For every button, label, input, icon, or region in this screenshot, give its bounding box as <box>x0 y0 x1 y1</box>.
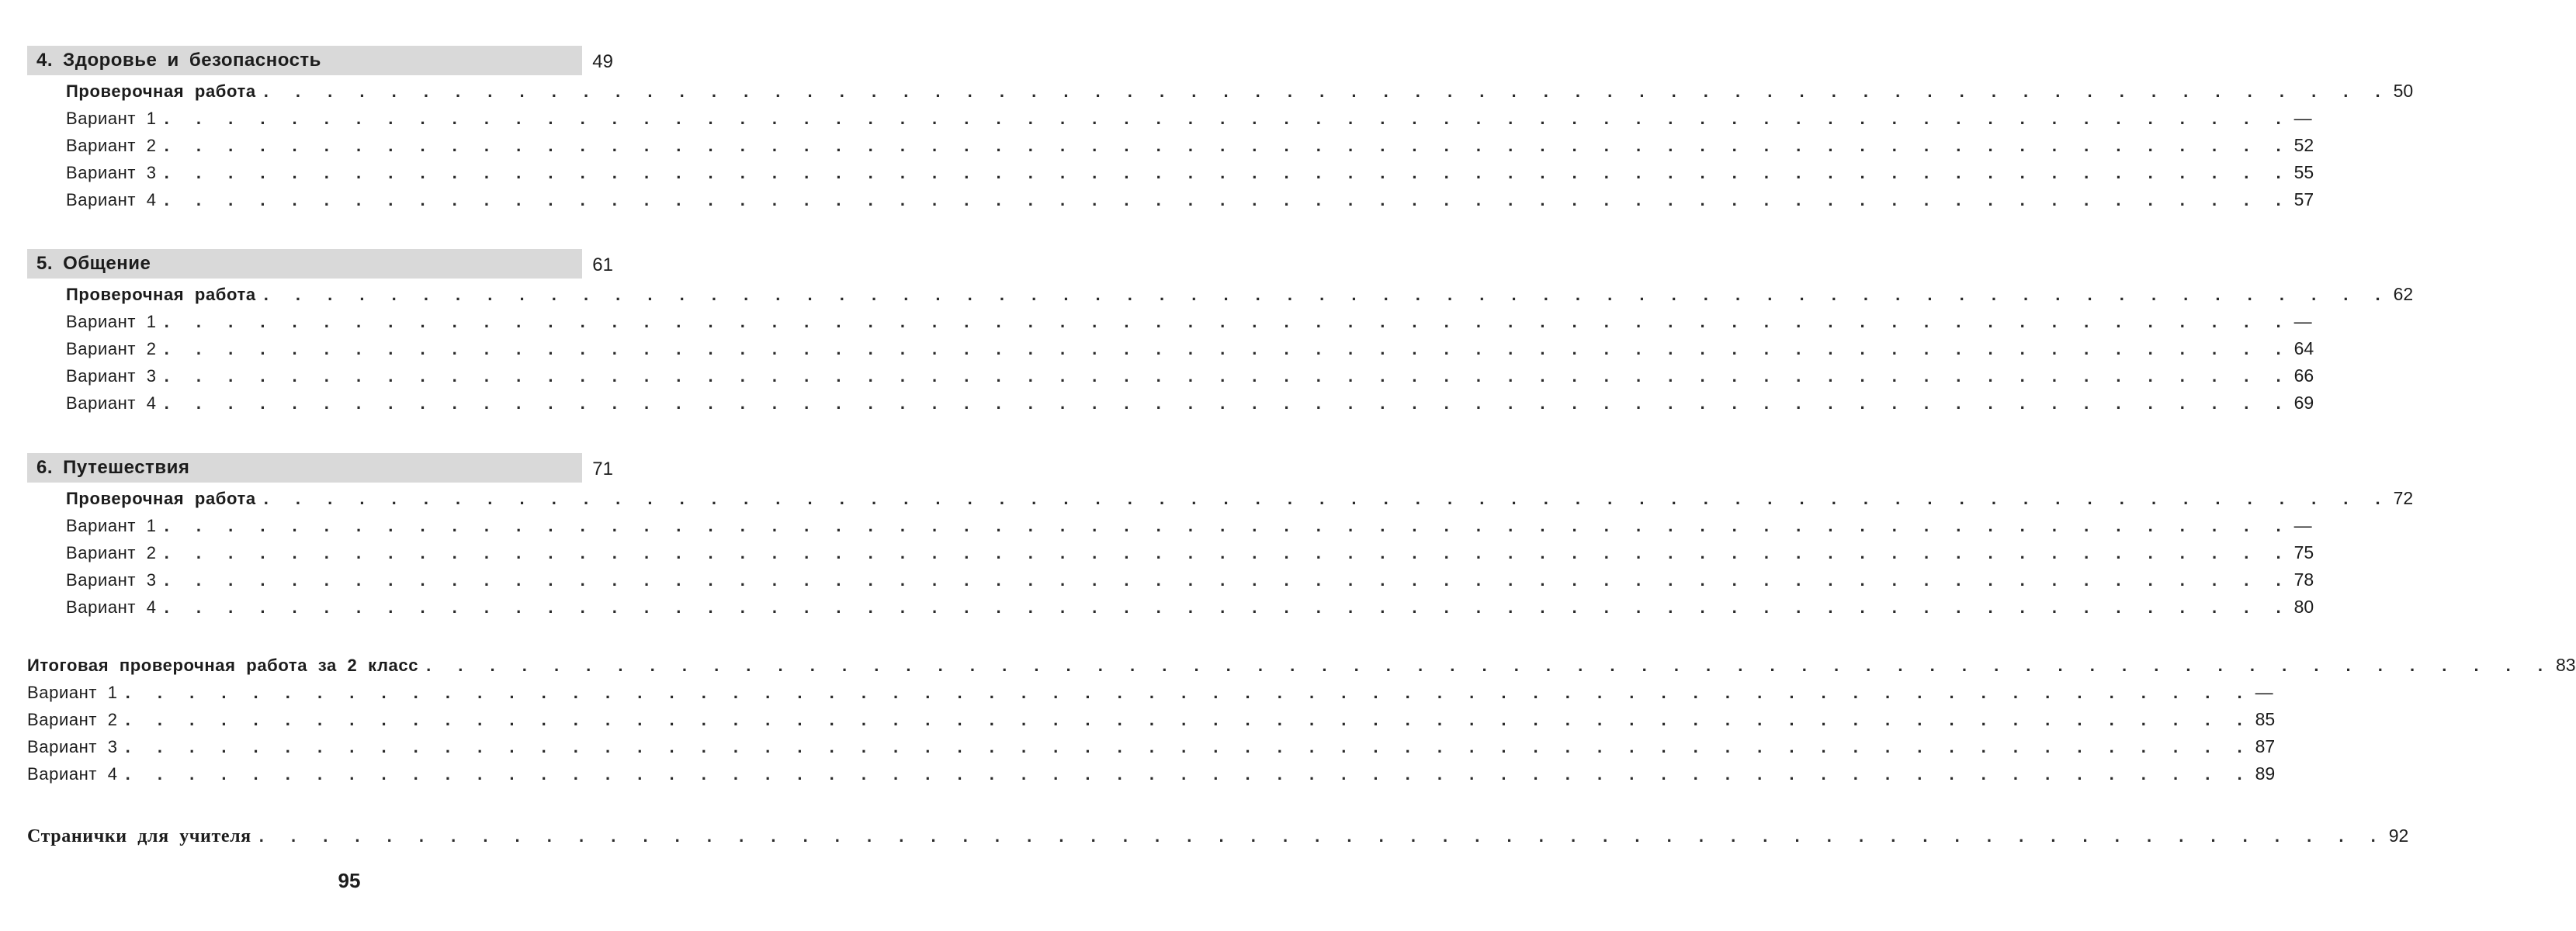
entry-label: Вариант 3 <box>66 366 157 386</box>
section-title: 6. Путешествия <box>36 457 190 478</box>
test-entry <box>66 81 2414 108</box>
toc-teacher-pages <box>27 825 2409 853</box>
section-page-number: 71 <box>592 459 613 479</box>
variant-entry <box>66 162 2314 189</box>
entry-page-number: 83 <box>2556 655 2576 675</box>
entry-page-number: 75 <box>2293 542 2314 562</box>
entry-page-number: 50 <box>2393 81 2414 101</box>
entry-page-number: — <box>2293 108 2312 128</box>
dot-leader: . . . . . . . . . . . . . . . . . . . . . . . . . . . . . . . . . . . . . . . . . . . . . . . . . . . . . . . . . . . . . . . . . . . <box>125 737 2251 756</box>
variant-entry <box>66 515 2312 542</box>
dot-leader: . . . . . . . . . . . . . . . . . . . . . . . . . . . . . . . . . . . . . . . . . . . . . . . . . . . . . . . . . . . . . . . . . . . <box>164 597 2290 617</box>
variant-entry <box>66 597 2314 624</box>
entry-page-number: 85 <box>2255 709 2276 729</box>
final-test-entry <box>27 655 2576 682</box>
dot-leader: . . . . . . . . . . . . . . . . . . . . . . . . . . . . . . . . . . . . . . . . . . . . . . . . . . . . . . . . . . . . . . . . . . . <box>164 163 2290 182</box>
entry-page-number: 52 <box>2293 135 2314 155</box>
entry-label: Вариант 3 <box>66 163 157 182</box>
dot-leader: . . . . . . . . . . . . . . . . . . . . . . . . . . . . . . . . . . . . . . . . . . . . . . . . . . . . . . . . . . . . . . . . . . . <box>164 516 2290 535</box>
section-title: 4. Здоровье и безопасность <box>36 50 321 71</box>
entry-page-number: — <box>2255 682 2273 702</box>
section-page-number: 61 <box>592 254 613 275</box>
dot-leader: . . . . . . . . . . . . . . . . . . . . . . . . . . . . . . . . . . . . . . . . . . . . . . . . . . . . . . . . . . . . . . . . . . . <box>258 826 2384 846</box>
entry-page-number: 89 <box>2255 763 2276 784</box>
dot-leader: . . . . . . . . . . . . . . . . . . . . . . . . . . . . . . . . . . . . . . . . . . . . . . . . . . . . . . . . . . . . . . . . . . . <box>164 339 2290 358</box>
section-entries <box>66 488 2414 624</box>
dot-leader: . . . . . . . . . . . . . . . . . . . . . . . . . . . . . . . . . . . . . . . . . . . . . . . . . . . . . . . . . . . . . . . . . . . <box>164 136 2290 155</box>
dot-leader: . . . . . . . . . . . . . . . . . . . . . . . . . . . . . . . . . . . . . . . . . . . . . . . . . . . . . . . . . . . . . . . . . . . <box>125 764 2251 784</box>
entry-label: Вариант 4 <box>27 764 118 784</box>
variant-entry <box>66 108 2312 135</box>
dot-leader: . . . . . . . . . . . . . . . . . . . . . . . . . . . . . . . . . . . . . . . . . . . . . . . . . . . . . . . . . . . . . . . . . . . <box>164 543 2290 562</box>
test-entry <box>66 284 2414 311</box>
dot-leader: . . . . . . . . . . . . . . . . . . . . . . . . . . . . . . . . . . . . . . . . . . . . . . . . . . . . . . . . . . . . . . . . . . . <box>164 312 2290 331</box>
entry-page-number: — <box>2293 515 2312 535</box>
variant-entry <box>27 763 2276 791</box>
variant-entry <box>27 709 2276 736</box>
dot-leader: . . . . . . . . . . . . . . . . . . . . . . . . . . . . . . . . . . . . . . . . . . . . . . . . . . . . . . . . . . . . . . . . . . . <box>164 366 2290 386</box>
entry-label: Вариант 4 <box>66 597 157 617</box>
entry-page-number: 64 <box>2293 338 2314 358</box>
variant-entry <box>66 189 2314 216</box>
entry-page-number: 55 <box>2293 162 2314 182</box>
entry-page-number: 78 <box>2293 569 2314 590</box>
entry-label: Проверочная работа <box>66 81 256 101</box>
variant-entry <box>27 682 2273 709</box>
dot-leader: . . . . . . . . . . . . . . . . . . . . . . . . . . . . . . . . . . . . . . . . . . . . . . . . . . . . . . . . . . . . . . . . . . . <box>164 570 2290 590</box>
teacher-pages-entry <box>27 825 2409 853</box>
entry-page-number: 92 <box>2388 825 2409 846</box>
section-page-number: 49 <box>592 51 613 72</box>
dot-leader: . . . . . . . . . . . . . . . . . . . . . . . . . . . . . . . . . . . . . . . . . . . . . . . . . . . . . . . . . . . . . . . . . . . <box>164 109 2290 128</box>
entry-page-number: — <box>2293 311 2312 331</box>
entry-label: Вариант 2 <box>66 136 157 155</box>
toc-section-6 <box>27 453 2414 624</box>
section-header <box>27 453 613 483</box>
entry-label: Вариант 1 <box>66 109 157 128</box>
dot-leader: . . . . . . . . . . . . . . . . . . . . . . . . . . . . . . . . . . . . . . . . . . . . . . . . . . . . . . . . . . . . . . . . . . . <box>164 190 2290 209</box>
variant-entry <box>27 736 2276 763</box>
dot-leader: . . . . . . . . . . . . . . . . . . . . . . . . . . . . . . . . . . . . . . . . . . . . . . . . . . . . . . . . . . . . . . . . . . . <box>263 285 2389 304</box>
dot-leader: . . . . . . . . . . . . . . . . . . . . . . . . . . . . . . . . . . . . . . . . . . . . . . . . . . . . . . . . . . . . . . . . . . . <box>263 81 2389 101</box>
variant-entry <box>66 338 2314 365</box>
entry-page-number: 66 <box>2293 365 2314 386</box>
entry-page-number: 80 <box>2293 597 2314 617</box>
variant-entry <box>66 569 2314 597</box>
entry-label: Вариант 2 <box>27 710 118 729</box>
entry-page-number: 69 <box>2293 393 2314 413</box>
toc-section-4 <box>27 46 2414 216</box>
toc-final-test <box>27 655 2576 791</box>
variant-entry <box>66 542 2314 569</box>
dot-leader: . . . . . . . . . . . . . . . . . . . . . . . . . . . . . . . . . . . . . . . . . . . . . . . . . . . . . . . . . . . . . . . . . . . <box>263 489 2389 508</box>
section-title: 5. Общение <box>36 253 151 274</box>
toc-section-5 <box>27 249 2414 420</box>
dot-leader: . . . . . . . . . . . . . . . . . . . . . . . . . . . . . . . . . . . . . . . . . . . . . . . . . . . . . . . . . . . . . . . . . . . <box>125 710 2251 729</box>
entry-label: Вариант 3 <box>66 570 157 590</box>
section-header <box>27 249 613 279</box>
section-header <box>27 46 613 75</box>
entry-label: Странички для учителя <box>27 826 251 846</box>
entry-label: Вариант 3 <box>27 737 118 756</box>
entry-label: Вариант 1 <box>66 516 157 535</box>
entry-page-number: 72 <box>2393 488 2414 508</box>
entry-page-number: 87 <box>2255 736 2276 756</box>
entry-label: Вариант 4 <box>66 190 157 209</box>
entry-label: Проверочная работа <box>66 489 256 508</box>
page-number: 95 <box>338 869 361 892</box>
entry-label: Вариант 2 <box>66 339 157 358</box>
variant-entry <box>66 365 2314 393</box>
entry-page-number: 57 <box>2293 189 2314 209</box>
entry-label: Вариант 1 <box>66 312 157 331</box>
variant-entry <box>66 311 2312 338</box>
variant-entry <box>66 393 2314 420</box>
entry-label: Вариант 1 <box>27 683 118 702</box>
dot-leader: . . . . . . . . . . . . . . . . . . . . . . . . . . . . . . . . . . . . . . . . . . . . . . . . . . . . . . . . . . . . . . . . . . . <box>426 656 2551 675</box>
entry-label: Итоговая проверочная работа за 2 класс <box>27 656 419 675</box>
entry-label: Вариант 2 <box>66 543 157 562</box>
dot-leader: . . . . . . . . . . . . . . . . . . . . . . . . . . . . . . . . . . . . . . . . . . . . . . . . . . . . . . . . . . . . . . . . . . . <box>164 393 2290 413</box>
test-entry <box>66 488 2414 515</box>
dot-leader: . . . . . . . . . . . . . . . . . . . . . . . . . . . . . . . . . . . . . . . . . . . . . . . . . . . . . . . . . . . . . . . . . . . <box>125 683 2251 702</box>
section-entries <box>66 81 2414 216</box>
entry-label: Вариант 4 <box>66 393 157 413</box>
section-entries <box>66 284 2414 420</box>
entry-page-number: 62 <box>2393 284 2414 304</box>
variant-entry <box>66 135 2314 162</box>
entry-label: Проверочная работа <box>66 285 256 304</box>
